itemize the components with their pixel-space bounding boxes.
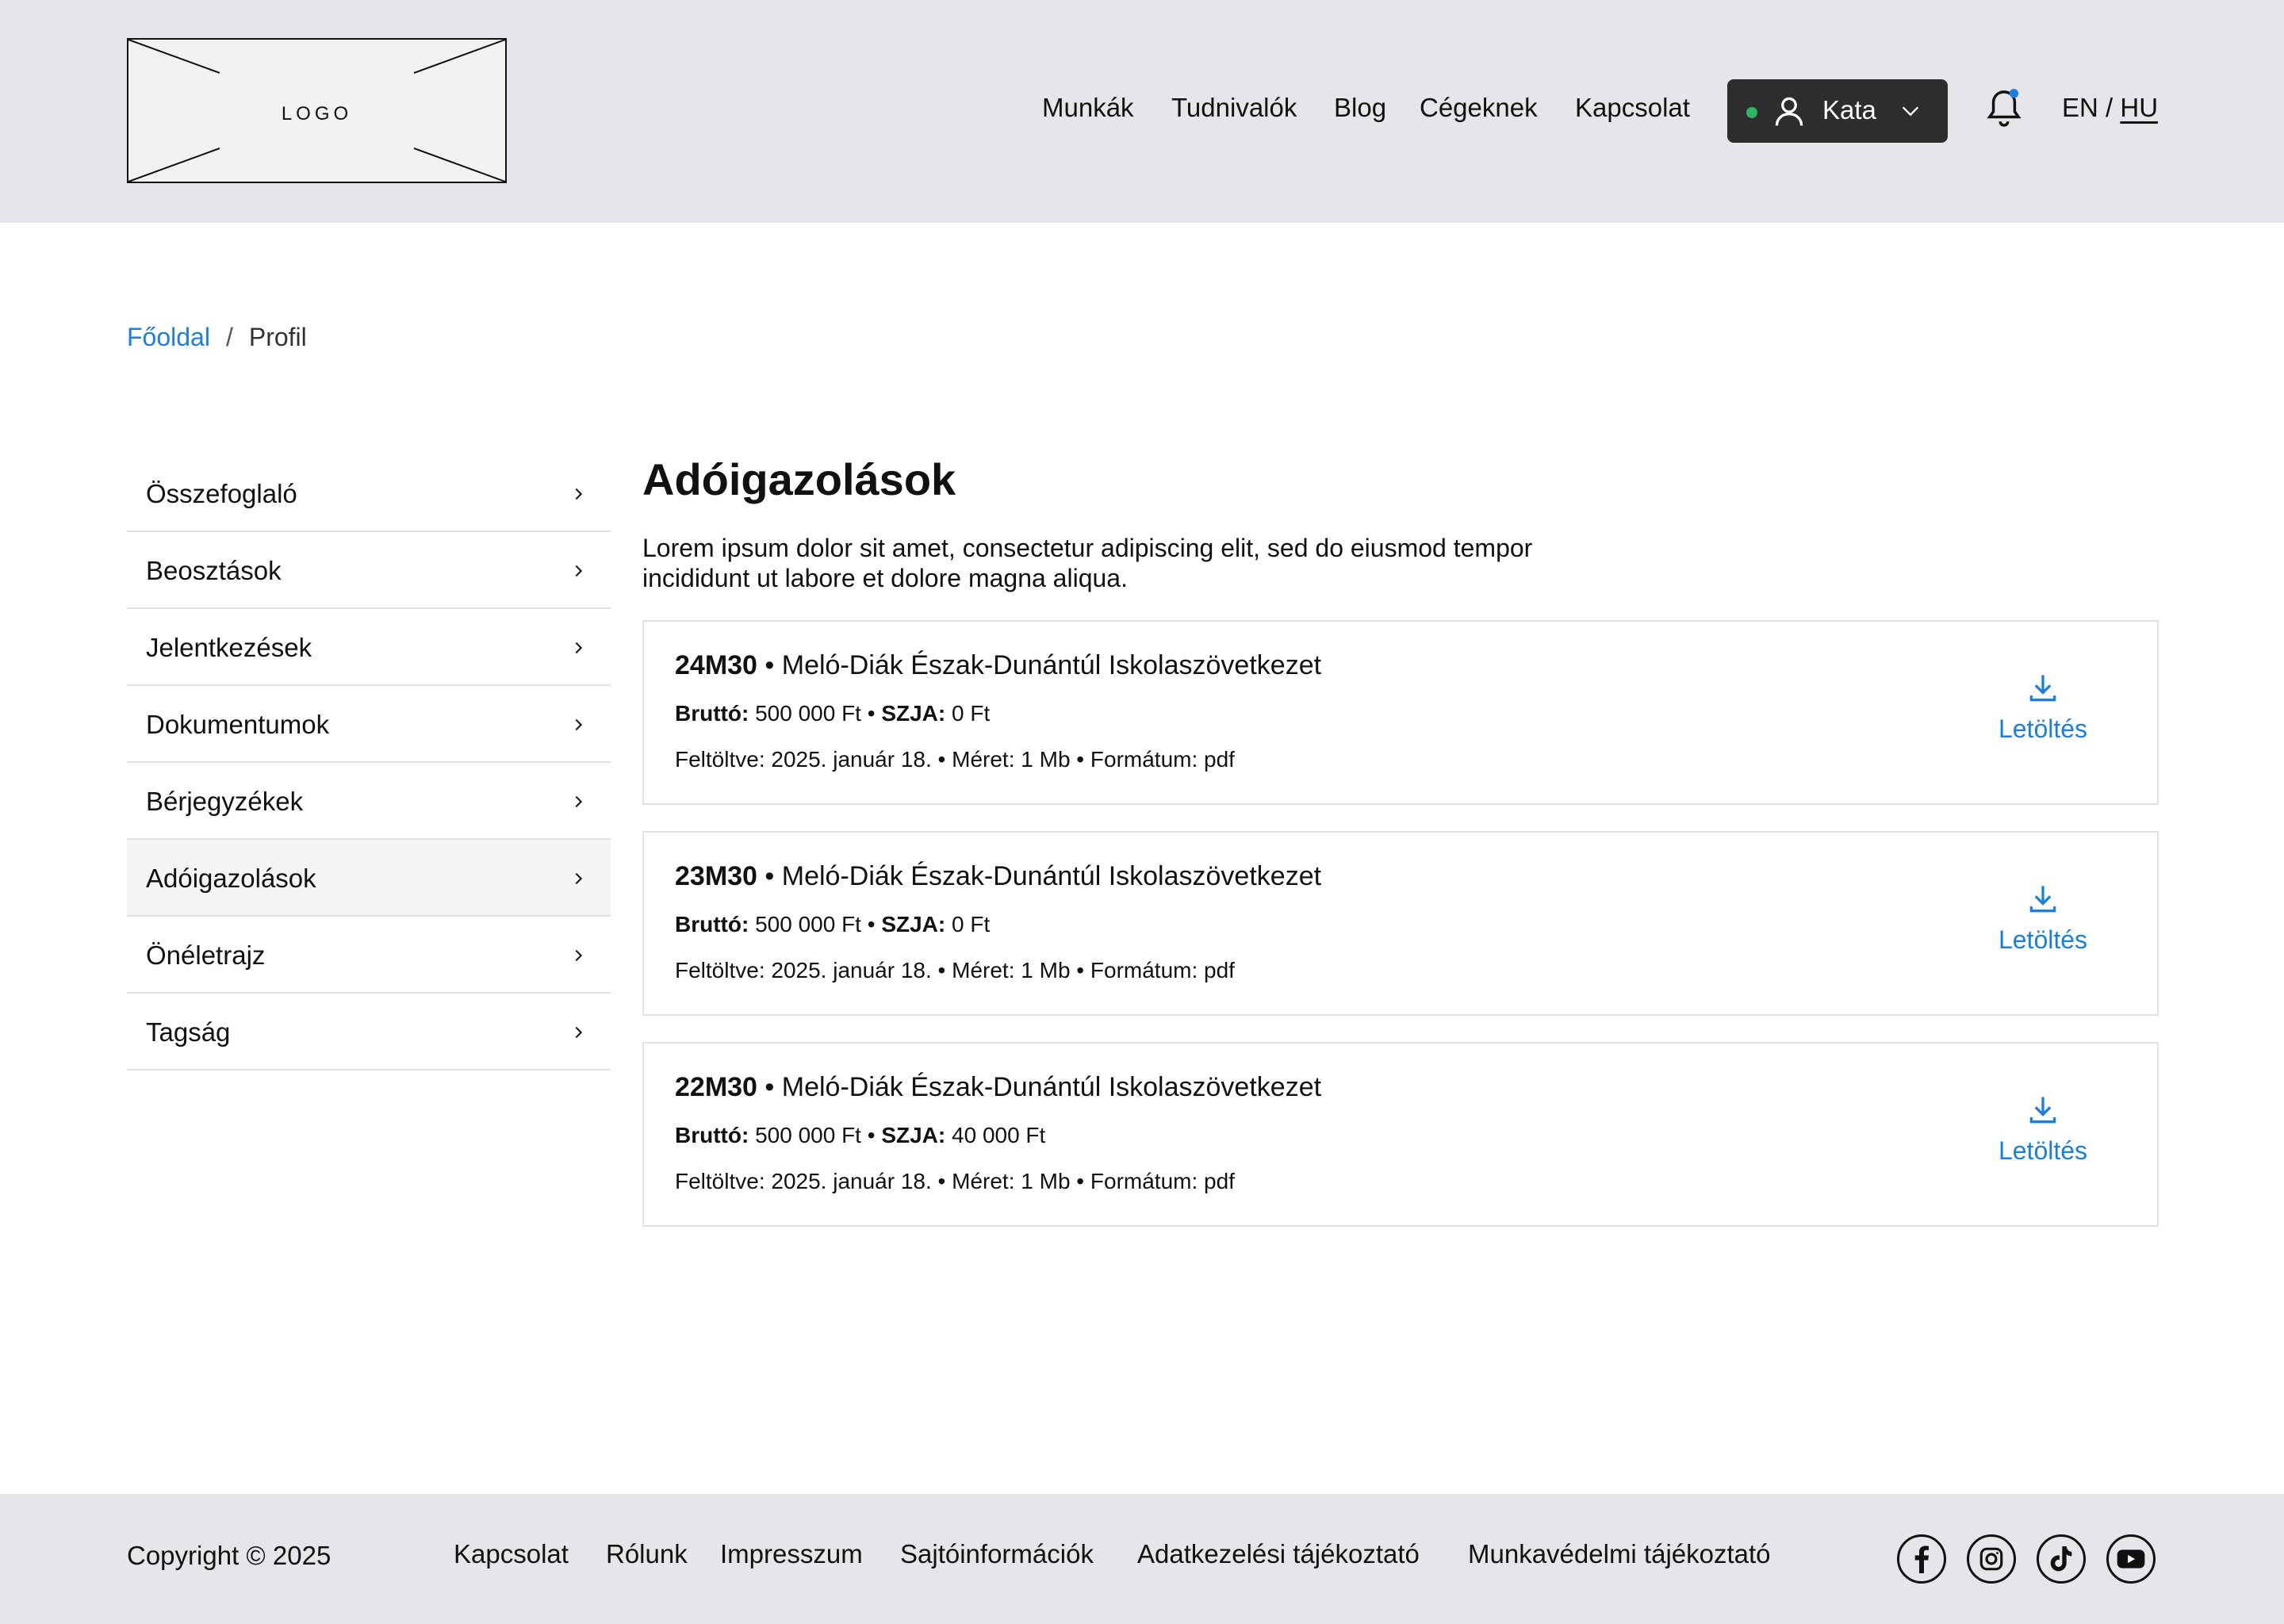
szja-label: SZJA:: [881, 912, 946, 936]
file-size: Méret: 1 Mb: [952, 1169, 1071, 1193]
chevron-right-icon: [569, 945, 587, 966]
sidebar-item-label: Dokumentumok: [146, 710, 330, 739]
nav-kapcsolat[interactable]: Kapcsolat: [1575, 93, 1690, 122]
download-label: Letöltés: [1998, 1136, 2088, 1165]
lang-separator: /: [2106, 93, 2113, 122]
facebook-button[interactable]: [1897, 1534, 1946, 1584]
tax-certificate-card: [642, 620, 2159, 805]
card-meta: Feltöltve: 2025. január 18. • Méret: 1 Mb • Formátum: pdf: [675, 747, 1235, 772]
language-switch: [2062, 93, 2158, 123]
download-label: Letöltés: [1998, 925, 2088, 954]
file-format: Formátum: pdf: [1090, 958, 1235, 982]
brutto-value: 500 000 Ft: [755, 1123, 861, 1147]
sidebar-item-label: Bérjegyzékek: [146, 787, 304, 816]
instagram-icon: [1978, 1545, 2005, 1572]
breadcrumb: [127, 323, 307, 352]
card-company: Meló-Diák Észak-Dunántúl Iskolaszövetkezet: [781, 650, 1322, 680]
footer-link-adatkezelesi[interactable]: Adatkezelési tájékoztató: [1137, 1539, 1420, 1568]
tiktok-button[interactable]: [2037, 1534, 2086, 1584]
file-size: Méret: 1 Mb: [952, 958, 1071, 982]
youtube-icon: [2117, 1548, 2145, 1570]
brutto-label: Bruttó:: [675, 912, 749, 936]
sidebar-item-beosztasok[interactable]: [127, 532, 611, 609]
instagram-button[interactable]: [1967, 1534, 2016, 1584]
card-company: Meló-Diák Észak-Dunántúl Iskolaszövetkezet: [781, 1072, 1322, 1102]
site-footer: [0, 1494, 2284, 1624]
file-size: Méret: 1 Mb: [952, 747, 1071, 772]
sidebar-item-label: Adóigazolások: [146, 864, 316, 893]
nav-cegeknek[interactable]: Cégeknek: [1420, 93, 1538, 122]
brutto-label: Bruttó:: [675, 1123, 749, 1147]
sidebar-item-label: Jelentkezések: [146, 633, 312, 662]
chevron-right-icon: [569, 561, 587, 581]
footer-link-sajtoinformaciok[interactable]: Sajtóinformációk: [900, 1539, 1094, 1568]
file-format: Formátum: pdf: [1090, 747, 1235, 772]
tiktok-icon: [2048, 1545, 2074, 1573]
card-code: 24M30: [675, 650, 757, 680]
user-name: Kata: [1822, 95, 1876, 124]
nav-munkak[interactable]: Munkák: [1042, 93, 1134, 122]
breadcrumb-current: Profil: [248, 323, 307, 351]
download-button[interactable]: [1979, 671, 2106, 744]
bell-icon: [1986, 86, 2022, 130]
tax-certificate-card: [642, 1042, 2159, 1227]
sidebar-item-label: Tagság: [146, 1017, 231, 1047]
page-title: Adóigazolások: [642, 454, 956, 504]
chevron-right-icon: [569, 868, 587, 889]
card-company: Meló-Diák Észak-Dunántúl Iskolaszövetkezet: [781, 861, 1322, 891]
uploaded-date: Feltöltve: 2025. január 18.: [675, 958, 932, 982]
szja-label: SZJA:: [881, 1123, 946, 1147]
sidebar-item-jelentkezesek[interactable]: [127, 609, 611, 686]
chevron-right-icon: [569, 1022, 587, 1043]
szja-label: SZJA:: [881, 701, 946, 726]
download-button[interactable]: [1979, 1093, 2106, 1166]
card-meta: Feltöltve: 2025. január 18. • Méret: 1 Mb • Formátum: pdf: [675, 958, 1235, 982]
copyright: Copyright © 2025: [127, 1541, 331, 1570]
chevron-right-icon: [569, 638, 587, 658]
sidebar-item-tagsag[interactable]: [127, 994, 611, 1071]
lang-en[interactable]: EN: [2062, 93, 2098, 122]
user-icon: [1772, 94, 1807, 128]
chevron-right-icon: [569, 791, 587, 812]
page-description: Lorem ipsum dolor sit amet, consectetur adipiscing elit, sed do eiusmod tempor incididunt ut labore et dolore magna aliqua.: [642, 534, 1533, 592]
card-code: 22M30: [675, 1072, 757, 1102]
card-amounts: Bruttó: 500 000 Ft • SZJA: 40 000 Ft: [675, 1123, 1046, 1147]
footer-link-impresszum[interactable]: Impresszum: [720, 1539, 863, 1568]
brutto-value: 500 000 Ft: [755, 701, 861, 726]
nav-tudnivalok[interactable]: Tudnivalók: [1171, 93, 1297, 122]
card-title: 24M30 • Meló-Diák Észak-Dunántúl Iskolaszövetkezet: [675, 650, 1322, 680]
brutto-value: 500 000 Ft: [755, 912, 861, 936]
lang-hu[interactable]: HU: [2120, 93, 2159, 122]
szja-value: 0 Ft: [952, 912, 991, 936]
download-icon: [2025, 882, 2060, 917]
sidebar-item-label: Beosztások: [146, 556, 282, 585]
logo-text: LOGO: [281, 103, 353, 124]
uploaded-date: Feltöltve: 2025. január 18.: [675, 747, 932, 772]
breadcrumb-separator: /: [225, 323, 233, 351]
chevron-down-icon: [1897, 100, 1924, 122]
download-label: Letöltés: [1998, 714, 2088, 743]
chevron-right-icon: [569, 484, 587, 504]
sidebar-item-oneletrajz[interactable]: [127, 917, 611, 994]
download-icon: [2025, 671, 2060, 706]
card-amounts: Bruttó: 500 000 Ft • SZJA: 0 Ft: [675, 912, 991, 936]
sidebar-item-berjegyzekek[interactable]: [127, 763, 611, 840]
site-header: [0, 0, 2284, 223]
sidebar-item-osszefoglalo[interactable]: [127, 455, 611, 532]
brutto-label: Bruttó:: [675, 701, 749, 726]
logo[interactable]: [127, 38, 507, 183]
notifications-button[interactable]: [1986, 86, 2022, 134]
user-menu-button[interactable]: [1727, 79, 1948, 143]
tax-certificate-card: [642, 831, 2159, 1016]
download-button[interactable]: [1979, 882, 2106, 955]
card-amounts: Bruttó: 500 000 Ft • SZJA: 0 Ft: [675, 701, 991, 726]
sidebar-item-label: Önéletrajz: [146, 940, 266, 970]
uploaded-date: Feltöltve: 2025. január 18.: [675, 1169, 932, 1193]
szja-value: 40 000 Ft: [952, 1123, 1046, 1147]
sidebar-item-adoigazolasok[interactable]: [127, 840, 611, 917]
profile-sidebar: [127, 455, 611, 1071]
chevron-right-icon: [569, 714, 587, 735]
download-icon: [2025, 1093, 2060, 1128]
breadcrumb-home[interactable]: Főoldal: [127, 323, 210, 351]
footer-link-munkavedelmi[interactable]: Munkavédelmi tájékoztató: [1468, 1539, 1771, 1568]
facebook-icon: [1911, 1545, 1932, 1573]
card-title: 22M30 • Meló-Diák Észak-Dunántúl Iskolaszövetkezet: [675, 1072, 1322, 1102]
nav-blog[interactable]: Blog: [1334, 93, 1387, 122]
card-title: 23M30 • Meló-Diák Észak-Dunántúl Iskolaszövetkezet: [675, 861, 1322, 891]
footer-link-rolunk[interactable]: Rólunk: [606, 1539, 688, 1568]
online-status-dot: [1746, 107, 1757, 118]
card-code: 23M30: [675, 861, 757, 891]
file-format: Formátum: pdf: [1090, 1169, 1235, 1193]
card-meta: Feltöltve: 2025. január 18. • Méret: 1 Mb • Formátum: pdf: [675, 1169, 1235, 1193]
youtube-button[interactable]: [2106, 1534, 2156, 1584]
szja-value: 0 Ft: [952, 701, 991, 726]
footer-link-kapcsolat[interactable]: Kapcsolat: [454, 1539, 569, 1568]
sidebar-item-dokumentumok[interactable]: [127, 686, 611, 763]
sidebar-item-label: Összefoglaló: [146, 479, 297, 508]
